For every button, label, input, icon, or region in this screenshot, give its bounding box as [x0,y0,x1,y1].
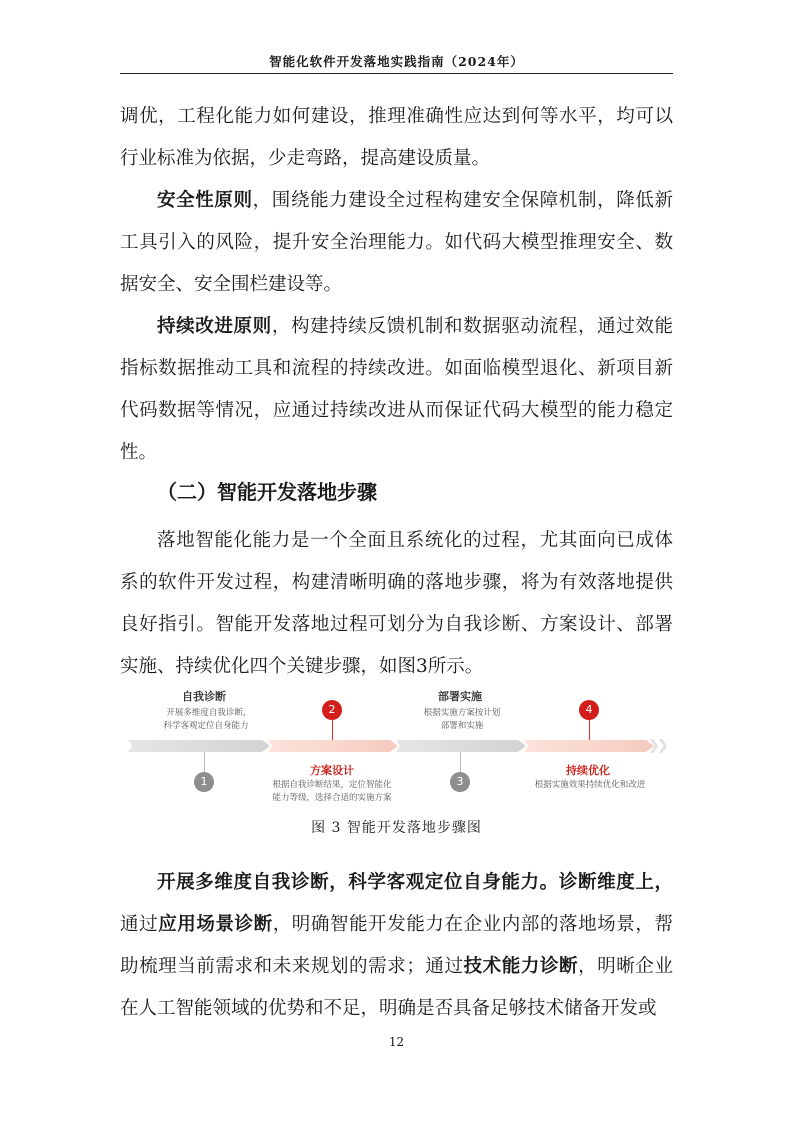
paragraph-security [120,180,673,306]
step-1-number-badge: 1 [194,772,214,792]
improvement-principle-term: 持续改进原则 [157,316,272,337]
step-3-connector [460,752,461,772]
band-segment-3 [396,740,526,752]
step-3-title: 部署实施 [438,690,482,703]
step-1-title: 自我诊断 [182,690,226,703]
security-principle-term: 安全性原则 [157,190,253,211]
step-1-desc: 开展多维度自我诊断, 科学客观定位自身能力 [163,708,249,731]
band-segment-1 [128,740,270,752]
band-segment-2 [268,740,398,752]
step-3-number-badge: 3 [450,772,470,792]
paragraph-steps-intro: 落地智能化能力是一个全面且系统化的过程，尤其面向已成体系的软件开发过程，构建清晰明确的落地步骤，将为有效落地提供良好指引。智能开发落地过程可划分为自我诊断、方案设计、部署实施、持续优化四个关键步骤，如图3所示。 [120,530,673,677]
step-3-desc: 根据实施方案按计划 部署和实施 [423,708,501,731]
figure-caption: 图 3 智能开发落地步骤图 [311,820,482,836]
tech-diagnosis-term: 技术能力诊断 [463,956,579,977]
step-2-desc: 根据自我诊断结果，定位智能化 能力等级，选择合适的实施方案 [272,780,392,803]
improvement-principle-text: ，构建持续反馈机制和数据驱动流程，通过效能指标数据推动工具和流程的持续改进。如面临模型退化、新项目新代码数据等情况，应通过持续改进从而保证代码大模型的能力稳定性。 [120,316,673,463]
diagnosis-lead: 开展多维度自我诊断，科学客观定位自身能力。诊断维度上， [157,872,673,893]
section-title: （二）智能开发落地步骤 [157,480,377,504]
step-2-title: 方案设计 [310,764,354,777]
running-header: 智能化软件开发落地实践指南（2024年） [269,54,524,69]
paragraph-1: 调优，工程化能力如何建设，推理准确性应达到何等水平，均可以行业标准为依据，少走弯路，提高建设质量。 [120,106,673,169]
band-segment-4 [524,740,654,752]
step-4-number-badge: 4 [579,700,599,720]
step-2-number-badge: 2 [322,700,342,720]
scenario-diagnosis-term: 应用场景诊断 [158,914,273,935]
header-rule [120,73,673,74]
paragraph-improvement [120,306,673,474]
steps-figure [120,680,673,820]
chevron-right-icon [659,739,667,753]
step-4-connector [589,720,590,740]
step-1-connector [204,752,205,772]
page-number: 12 [388,1035,405,1049]
paragraph-diagnosis: 开展多维度自我诊断，科学客观定位自身能力。诊断维度上，通过应用场景诊断，明确智能开发能力在企业内部的落地场景，帮助梳理当前需求和未来规划的需求；通过技术能力诊断，明晰企业在人工智能领域的优势和不足，明确是否具备足够技术储备开发或 [120,872,673,1019]
step-4-desc: 根据实施效果持续优化和改进 [534,780,646,790]
step-4-title: 持续优化 [566,764,610,777]
security-principle-text: ，围绕能力建设全过程构建安全保障机制，降低新工具引入的风险，提升安全治理能力。如代码大模型推理安全、数据安全、安全围栏建设等。 [120,190,673,295]
step-2-connector [332,720,333,740]
